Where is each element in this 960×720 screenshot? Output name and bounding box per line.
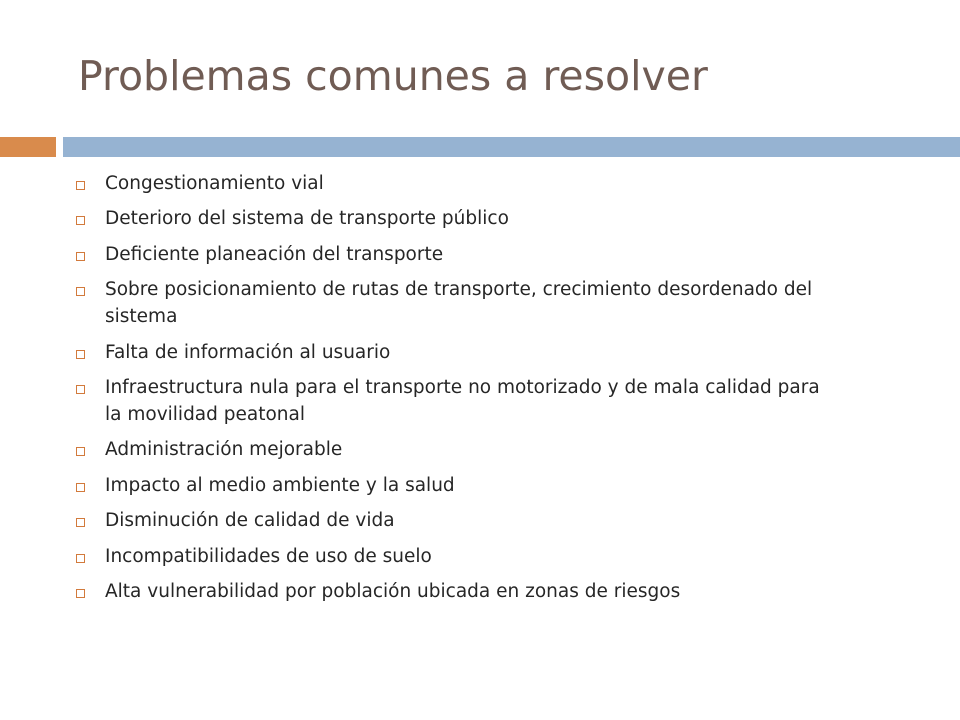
bullet-text: Alta vulnerabilidad por población ubicada en zonas de riesgos — [105, 580, 681, 602]
hollow-square-icon — [76, 483, 85, 492]
bullet-list — [76, 170, 936, 613]
bullet-text: Administración mejorable — [105, 439, 343, 461]
bullet-item — [76, 543, 936, 570]
bullet-item — [76, 205, 936, 232]
bullet-text: Sobre posicionamiento de rutas de transporte, crecimiento desordenado del sistema — [105, 279, 813, 328]
bullet-item — [76, 276, 936, 330]
bullet-text: Disminución de calidad de vida — [105, 510, 395, 532]
bullet-item — [76, 507, 936, 534]
slide-title: Problemas comunes a resolver — [78, 52, 708, 100]
hollow-square-icon — [76, 447, 85, 456]
title-accent-bar — [0, 137, 56, 157]
hollow-square-icon — [76, 252, 85, 261]
bullet-text: Incompatibilidades de uso de suelo — [105, 545, 432, 567]
title-underline-bar — [63, 137, 960, 157]
bullet-item — [76, 472, 936, 499]
hollow-square-icon — [76, 181, 85, 190]
bullet-text: Falta de información al usuario — [105, 341, 391, 363]
bullet-text: Infraestructura nula para el transporte no motorizado y de mala calidad para la movilidad peatonal — [105, 376, 820, 425]
bullet-item — [76, 170, 936, 197]
bullet-text: Congestionamiento vial — [105, 173, 324, 194]
bullet-item — [76, 241, 936, 268]
hollow-square-icon — [76, 216, 85, 225]
hollow-square-icon — [76, 385, 85, 394]
bullet-item — [76, 339, 936, 366]
hollow-square-icon — [76, 518, 85, 527]
hollow-square-icon — [76, 350, 85, 359]
bullet-text: Impacto al medio ambiente y la salud — [105, 474, 455, 496]
bullet-text: Deficiente planeación del transporte — [105, 243, 444, 265]
bullet-item — [76, 578, 936, 605]
hollow-square-icon — [76, 589, 85, 598]
bullet-text: Deterioro del sistema de transporte público — [105, 208, 509, 230]
hollow-square-icon — [76, 287, 85, 296]
hollow-square-icon — [76, 554, 85, 563]
bullet-item — [76, 374, 936, 428]
bullet-item — [76, 436, 936, 463]
